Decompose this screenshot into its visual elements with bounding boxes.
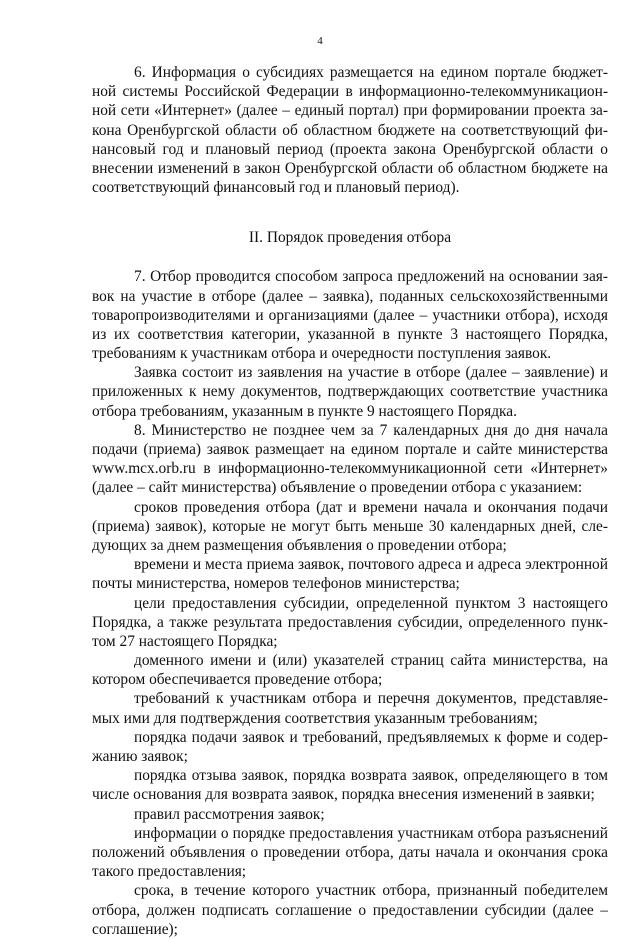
text-line: нансовый год и плановый период (проекта закона Оренбургской области о (92, 140, 608, 158)
text-line: том 27 настоящего Порядка; (92, 632, 278, 650)
text-line: жанию заявок; (92, 748, 188, 765)
paragraph (92, 63, 608, 197)
paragraph (92, 267, 608, 363)
text-line: из их соответствия категории, указанной в пункте 3 настоящего Порядка, (92, 325, 608, 343)
paragraph (92, 805, 608, 824)
text-line: внесении изменений в закон Оренбургской области об областном бюджете на (92, 159, 608, 177)
section-intro (92, 63, 608, 197)
text-line: мых ими для подтверждения соответствия указанным требованиям; (92, 709, 538, 727)
text-line: порядка отзыва заявок, порядка возврата заявок, определяющего в том (134, 767, 608, 785)
text-line: времени и места приема заявок, почтового адреса и адреса электронной (134, 556, 608, 574)
text-line: 7. Отбор проводится способом запроса предложений на основании зая- (134, 268, 608, 286)
text-line: требованиям к участникам отбора и очередности поступления заявок. (92, 345, 552, 363)
paragraph (92, 421, 608, 498)
paragraph (92, 824, 608, 882)
text-line: такого предоставления; (92, 863, 247, 881)
text-line: соответствующий финансовый год и плановый период). (92, 179, 460, 197)
section-body (92, 267, 608, 939)
text-line: вок на участие в отборе (далее – заявка), поданных сельскохозяйственными (92, 287, 608, 305)
document-body (92, 63, 608, 939)
text-line: почты министерства, номеров телефонов министерства; (92, 575, 460, 593)
paragraph (92, 363, 608, 421)
paragraph (92, 555, 608, 593)
text-line: цели предоставления субсидии, определенной пунктом 3 настоящего (134, 594, 608, 612)
text-line: товаропроизводителями и организациями (далее – участники отбора), исходя (92, 306, 608, 324)
text-line: Заявка состоит из заявления на участие в отборе (далее – заявление) и (134, 364, 608, 382)
text-line: кона Оренбургской области об областном бюджете на соответствующий фи- (92, 121, 608, 139)
text-line: отбора, должен подписать соглашение о предоставлении субсидии (далее – (92, 901, 608, 919)
text-line: Порядка, а также результата предоставления субсидии, определенного пунк- (92, 613, 608, 631)
text-line: информации о порядке предоставления участникам отбора разъяснений (134, 824, 608, 842)
text-line: доменного имени и (или) указателей страниц сайта министерства, на (134, 652, 608, 670)
paragraph (92, 594, 608, 652)
text-line: соглашение); (92, 920, 178, 938)
text-line: числе основания для возврата заявок, порядка внесения изменений в заявки; (92, 786, 595, 804)
text-line: ной системы Российской Федерации в информационно-телекоммуникацион- (92, 83, 608, 101)
page-number: 4 (317, 35, 323, 47)
text-line: котором обеспечивается проведение отбора; (92, 671, 383, 689)
text-line: подачи (приема) заявок размещает на едином портале и сайте министерства (92, 441, 608, 458)
text-line: (приема) заявок), которые не могут быть меньше 30 календарных дней, сле- (92, 517, 608, 535)
paragraph (92, 766, 608, 804)
text-line: www.mcx.orb.ru в информационно-телекоммуникационной сети «Интернет» (92, 460, 608, 478)
text-line: порядка подачи заявок и требований, предъявляемых к форме и содер- (134, 728, 608, 746)
text-line: требований к участникам отбора и перечня документов, представляе- (134, 690, 608, 708)
paragraph (92, 651, 608, 689)
text-line: ной сети «Интернет» (далее – единый портал) при формировании проекта за- (92, 102, 608, 120)
paragraph (92, 728, 608, 766)
text-line: (далее – сайт министерства) объявление о проведении отбора с указанием: (92, 479, 583, 497)
text-line: отбора требованиям, указанным в пункте 9 настоящего Порядка. (92, 402, 517, 420)
text-line: положений объявления о проведении отбора, даты начала и окончания срока (92, 843, 608, 861)
section-heading: II. Порядок проведения отбора (248, 229, 452, 247)
text-line: приложенных к нему документов, подтверждающих соответствие участника (92, 383, 608, 401)
text-line: 8. Министерство не позднее чем за 7 календарных дня до дня начала (134, 421, 608, 439)
paragraph (92, 881, 608, 939)
text-line: срока, в течение которого участник отбора, признанный победителем (134, 882, 608, 900)
paragraph (92, 689, 608, 727)
paragraph (92, 498, 608, 556)
text-line: сроков проведения отбора (дат и времени начала и окончания подачи (134, 498, 608, 516)
text-line: 6. Информация о субсидиях размещается на едином портале бюджет- (134, 64, 608, 81)
text-line: правил рассмотрения заявок; (134, 805, 325, 823)
text-line: дующих за днем размещения объявления о проведении отбора; (92, 536, 507, 554)
